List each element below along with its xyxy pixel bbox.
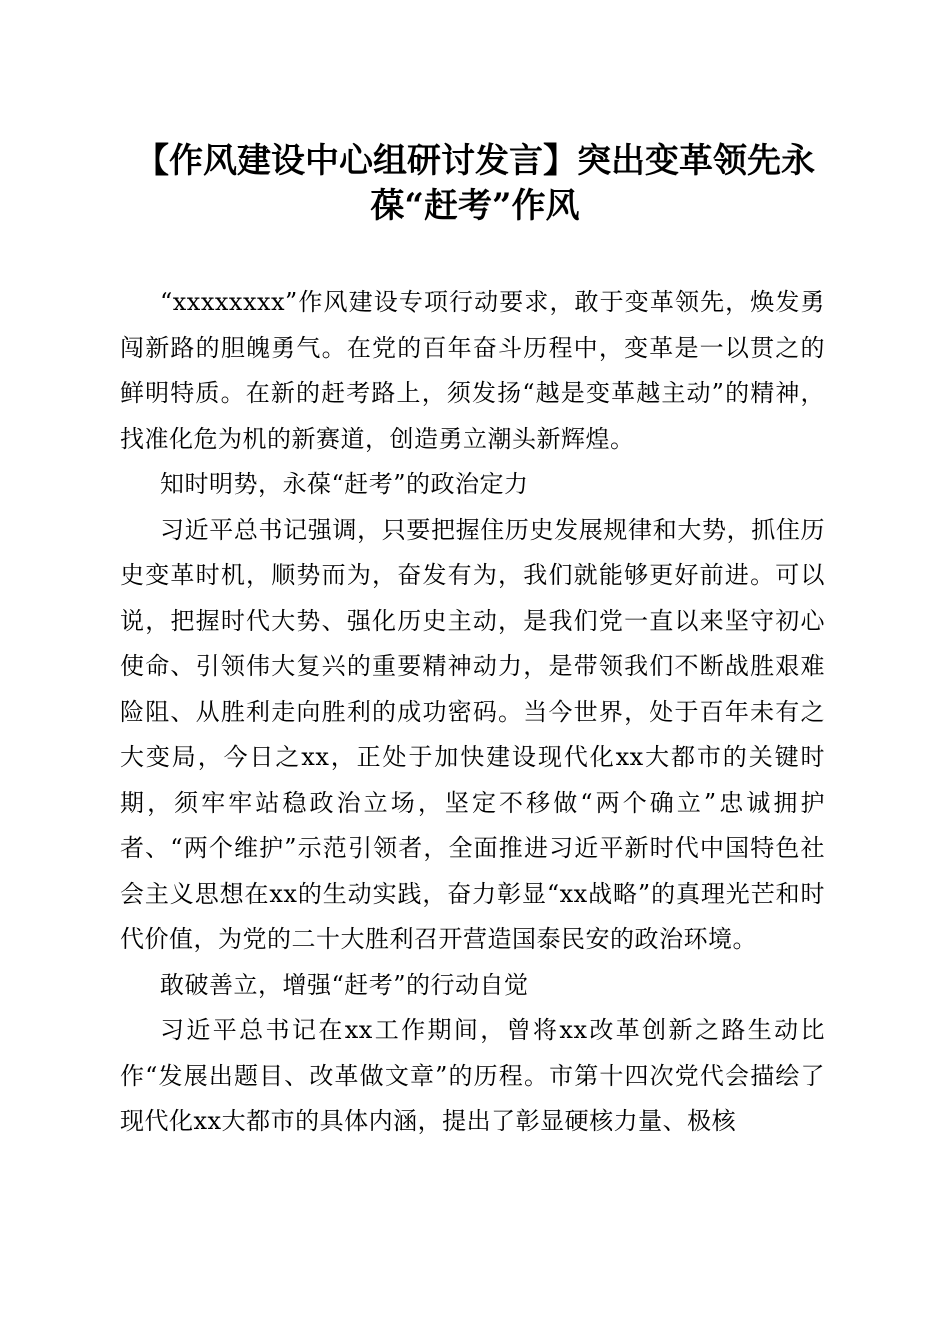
document-title-line-2: 葆“赶考”作风 [370, 186, 580, 226]
section-1-paragraph: 习近平总书记强调，只要把握住历史发展规律和大势，抓住历史变革时机，顺势而为，奋发有为，我们就能够更好前进。可以说，把握时代大势、强化历史主动，是我们党一直以来坚守初心使命、引领伟大复兴的重要精神动力，是带领我们不断战胜艰难险阻、从胜利走向胜利的成功密码。当今世界，处于百年未有之大变局，今日之xx，正处于加快建设现代化xx大都市的关键时期，须牢牢站稳政治立场，坚定不移做“两个确立”忠诚拥护者、“两个维护”示范引领者，全面推进习近平新时代中国特色社会主义思想在xx的生动实践，奋力彰显“xx战略”的真理光芒和时代价值，为党的二十大胜利召开营造国泰民安的政治环境。 [120, 515, 825, 953]
intro-paragraph: “xxxxxxxx”作风建设专项行动要求，敢于变革领先，焕发勇闯新路的胆魄勇气。在党的百年奋斗历程中，变革是一以贯之的鲜明特质。在新的赶考路上，须发扬“越是变革越主动”的精神，找准化危为机的新赛道，创造勇立潮头新辉煌。 [120, 288, 825, 453]
document-title-line-1: 【作风建设中心组研讨发言】突出变革领先永 [135, 141, 815, 181]
section-2-paragraph: 习近平总书记在xx工作期间，曾将xx改革创新之路生动比作“发展出题目、改革做文章”的历程。市第十四次党代会描绘了现代化xx大都市的具体内涵，提出了彰显硬核力量、极核 [120, 1016, 825, 1135]
section-heading-1: 知时明势，永葆“赶考”的政治定力 [160, 470, 529, 498]
section-heading-2: 敢破善立，增强“赶考”的行动自觉 [160, 970, 529, 999]
document-body [120, 280, 825, 1145]
